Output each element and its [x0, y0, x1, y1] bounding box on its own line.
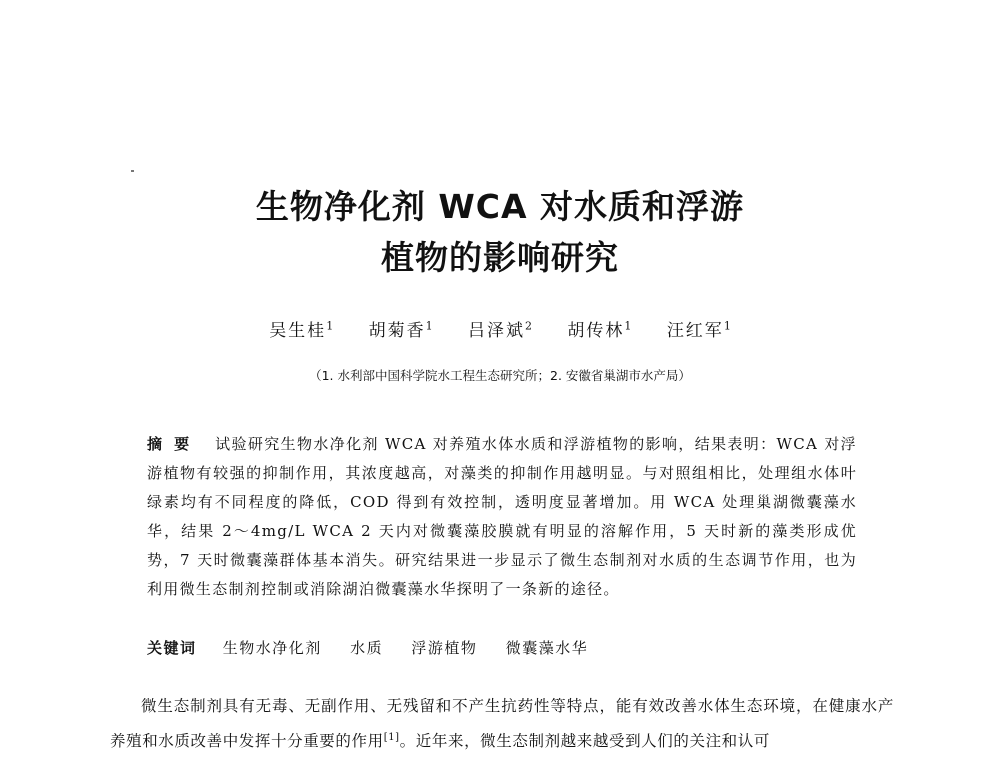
abstract — [147, 430, 857, 604]
author — [269, 316, 333, 341]
author — [468, 316, 532, 341]
citation-ref: [1] — [383, 732, 400, 743]
title-line-1: 生物净化剂 WCA 对水质和浮游 — [255, 187, 745, 226]
keyword: 浮游植物 — [411, 639, 478, 657]
keyword: 生物水净化剂 — [222, 639, 322, 657]
title-line-2: 植物的影响研究 — [381, 238, 619, 277]
author-name: 胡菊香 — [368, 321, 426, 341]
author-affil-mark: 1 — [624, 319, 632, 333]
keyword: 微囊藻水华 — [505, 639, 589, 657]
scan-speck — [131, 170, 134, 172]
author — [369, 316, 433, 341]
author-list — [0, 316, 1000, 341]
abstract-label: 摘要 — [147, 435, 202, 453]
author-name: 吴生桂 — [269, 321, 327, 341]
author-affil-mark: 1 — [723, 319, 731, 333]
author-name: 汪红军 — [666, 321, 724, 341]
author — [567, 316, 631, 341]
author-affil-mark: 1 — [425, 319, 433, 333]
body-text: 。近年来，微生态制剂越来越受到人们的关注和认可 — [399, 732, 770, 751]
body-text: 微生态制剂具有无毒、无副作用、无残留和不产生抗药性等特点，能有效改善水体生态环境，在健康水产养殖和水质改善中发挥十分重要的作用 — [110, 697, 894, 751]
author — [667, 316, 731, 341]
keyword: 水质 — [350, 639, 384, 657]
author-affil-mark: 2 — [525, 319, 532, 333]
affiliation: （1. 水利部中国科学院水工程生态研究所；2. 安徽省巢湖市水产局） — [309, 368, 691, 383]
author-affil-mark: 1 — [326, 319, 334, 333]
keywords — [147, 637, 857, 658]
author-name: 胡传林 — [567, 321, 625, 341]
abstract-text: 试验研究生物水净化剂 WCA 对养殖水体水质和浮游植物的影响，结果表明：WCA 对浮游植物有较强的抑制作用，其浓度越高，对藻类的抑制作用越明显。与对照组相比，处理组水体叶绿素均有不同程度的降低，COD 得到有效控制，透明度显著增加。用 WCA 处理巢湖微囊藻水华，结果 2～4mg/L WCA 2 天内对微囊藻胶膜就有明显的溶解作用，5 天时新的藻类形成优势，7 天时微囊藻群体基本消失。研究结果进一步显示了微生态制剂对水质的生态调节作用，也为利用微生态制剂控制或消除湖泊微囊藻水华探明了一条新的途径。 — [147, 435, 857, 598]
author-name: 吕泽斌 — [468, 321, 525, 341]
body-paragraph — [110, 690, 894, 757]
keywords-label: 关键词 — [147, 639, 197, 657]
